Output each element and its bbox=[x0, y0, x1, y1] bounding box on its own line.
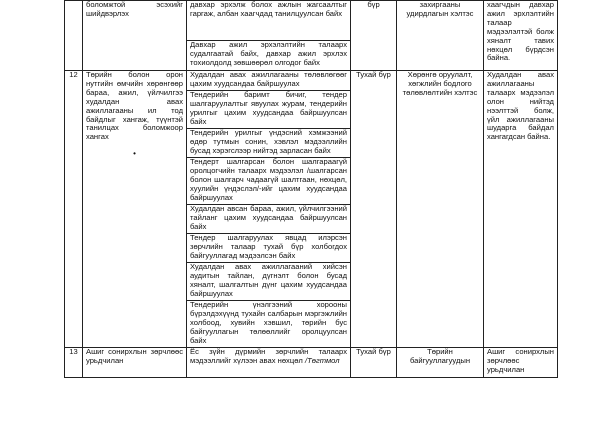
responsible-cell: Хөрөнгө оруулалт, хөгжлийн бодлого төлөвлөлтийн хэлтэс bbox=[397, 71, 484, 348]
activity-italic-text: /Төгтмол bbox=[304, 355, 340, 365]
activity-cell: Тендерт шалгарсан болон шалгараагүй оролцогчийн талаарх мэдээлэл /шалгарсан болон шалгарч чадаагүй шалтгаан, нөхцөл, хуулийн үндэслэл/-ийг цахим хуудсандаа байршуулах bbox=[187, 158, 351, 205]
row-number-cell: 12 bbox=[65, 71, 83, 348]
term-cell: Тухай бүр bbox=[351, 348, 397, 378]
activity-cell: Тендер шалгаруулах явцад илэрсэн зөрчлийн талаар тухай бүр холбогдох байгууллагад мэдээлсэн байх bbox=[187, 234, 351, 263]
row-number-cell bbox=[65, 1, 83, 71]
responsible-cell: захиргааны удирдлагын хэлтэс bbox=[397, 1, 484, 71]
activity-text: Ёс зүйн дүрмийн зөрчлийн талаарх мэдээллийг хүлээн авах нөхцөл bbox=[190, 347, 347, 365]
activity-cell: Худалдан авах ажиллагааны төлөвлөгөөг цахим хуудсандаа байршуулах bbox=[187, 71, 351, 91]
table-row bbox=[65, 1, 558, 41]
activity-cell: Тендерийн урилгыг үндэсний хэмжээний өдөр тутмын сонин, хэвлэл мэдээллийн бусад хэрэгслээр нийтэд зарласан байх bbox=[187, 129, 351, 158]
action-plan-table bbox=[64, 0, 558, 378]
activity-cell: давхар эрхэлж болох ажлын жагсаалтыг гаргаж, албан хаагчдад танилцуулсан байх bbox=[187, 1, 351, 41]
result-cell: хаагчдын давхар ажил эрхлэлтийн талаар мэдээлэлтэй болж хяналт тавих нөхцөл бүрдсэн байна. bbox=[484, 1, 558, 71]
table-row bbox=[65, 71, 558, 91]
activity-cell bbox=[187, 348, 351, 378]
measure-name-cell: Ашиг сонирхлын зөрчлөөс урьдчилан bbox=[83, 348, 187, 378]
activity-cell: Худалдан авах ажиллагааний хийсэн аудитын тайлан, дүгнэлт болон бусад хяналт, шалгалтын дүнг цахим хуудсандаа байршуулах bbox=[187, 263, 351, 301]
term-cell: бүр bbox=[351, 1, 397, 71]
activity-cell: Тендерийн үнэлгээний хорооны бүрэлдэхүүнд тухайн салбарын мэргэжлийн холбоод, хувийн хэвшил, төрийн бус байгууллагын төлөөллийг оролцуулсан байх bbox=[187, 301, 351, 348]
activity-cell: Тендерийн баримт бичиг, тендер шалгаруулалтыг явуулах журам, тендерийн урилгыг цахим хуудсандаа байршуулсан байх bbox=[187, 91, 351, 129]
term-cell: Тухай бүр bbox=[351, 71, 397, 348]
measure-name-text: Төрийн болон орон нутгийн өмчийн хөрөнгөөр бараа, ажил, үйлчилгээ худалдан авах ажиллагааны ил тод байдлыг хангаж, түүнтэй танилцах боломжоор хангах bbox=[86, 70, 183, 142]
bullet-mark: • bbox=[133, 149, 136, 159]
measure-name-cell bbox=[83, 71, 187, 348]
activity-cell: Давхар ажил эрхэлэлтийн талаарх судалгаатай байх, давхар ажил эрхлэх тохиолдолд зөвшөөрөл олгодог байх bbox=[187, 41, 351, 71]
measure-name-cell: боломжтой эсэхийг шийдвэрлэх bbox=[83, 1, 187, 71]
result-cell: Худалдан авах ажиллагааны талаарх мэдээлэл олон нийтэд нээлттэй болж, үйл ажиллагааны шударга байдал хангагдсан байна. bbox=[484, 71, 558, 348]
row-number-cell: 13 bbox=[65, 348, 83, 378]
table-row bbox=[65, 348, 558, 378]
result-cell: Ашиг сонирхлын зөрчлөөс урьдчилан bbox=[484, 348, 558, 378]
responsible-cell: Төрийн байгууллагуудын bbox=[397, 348, 484, 378]
activity-cell: Худалдан авсан бараа, ажил, үйлчилгээний тайланг цахим хуудсандаа байршуулсан байх bbox=[187, 205, 351, 234]
